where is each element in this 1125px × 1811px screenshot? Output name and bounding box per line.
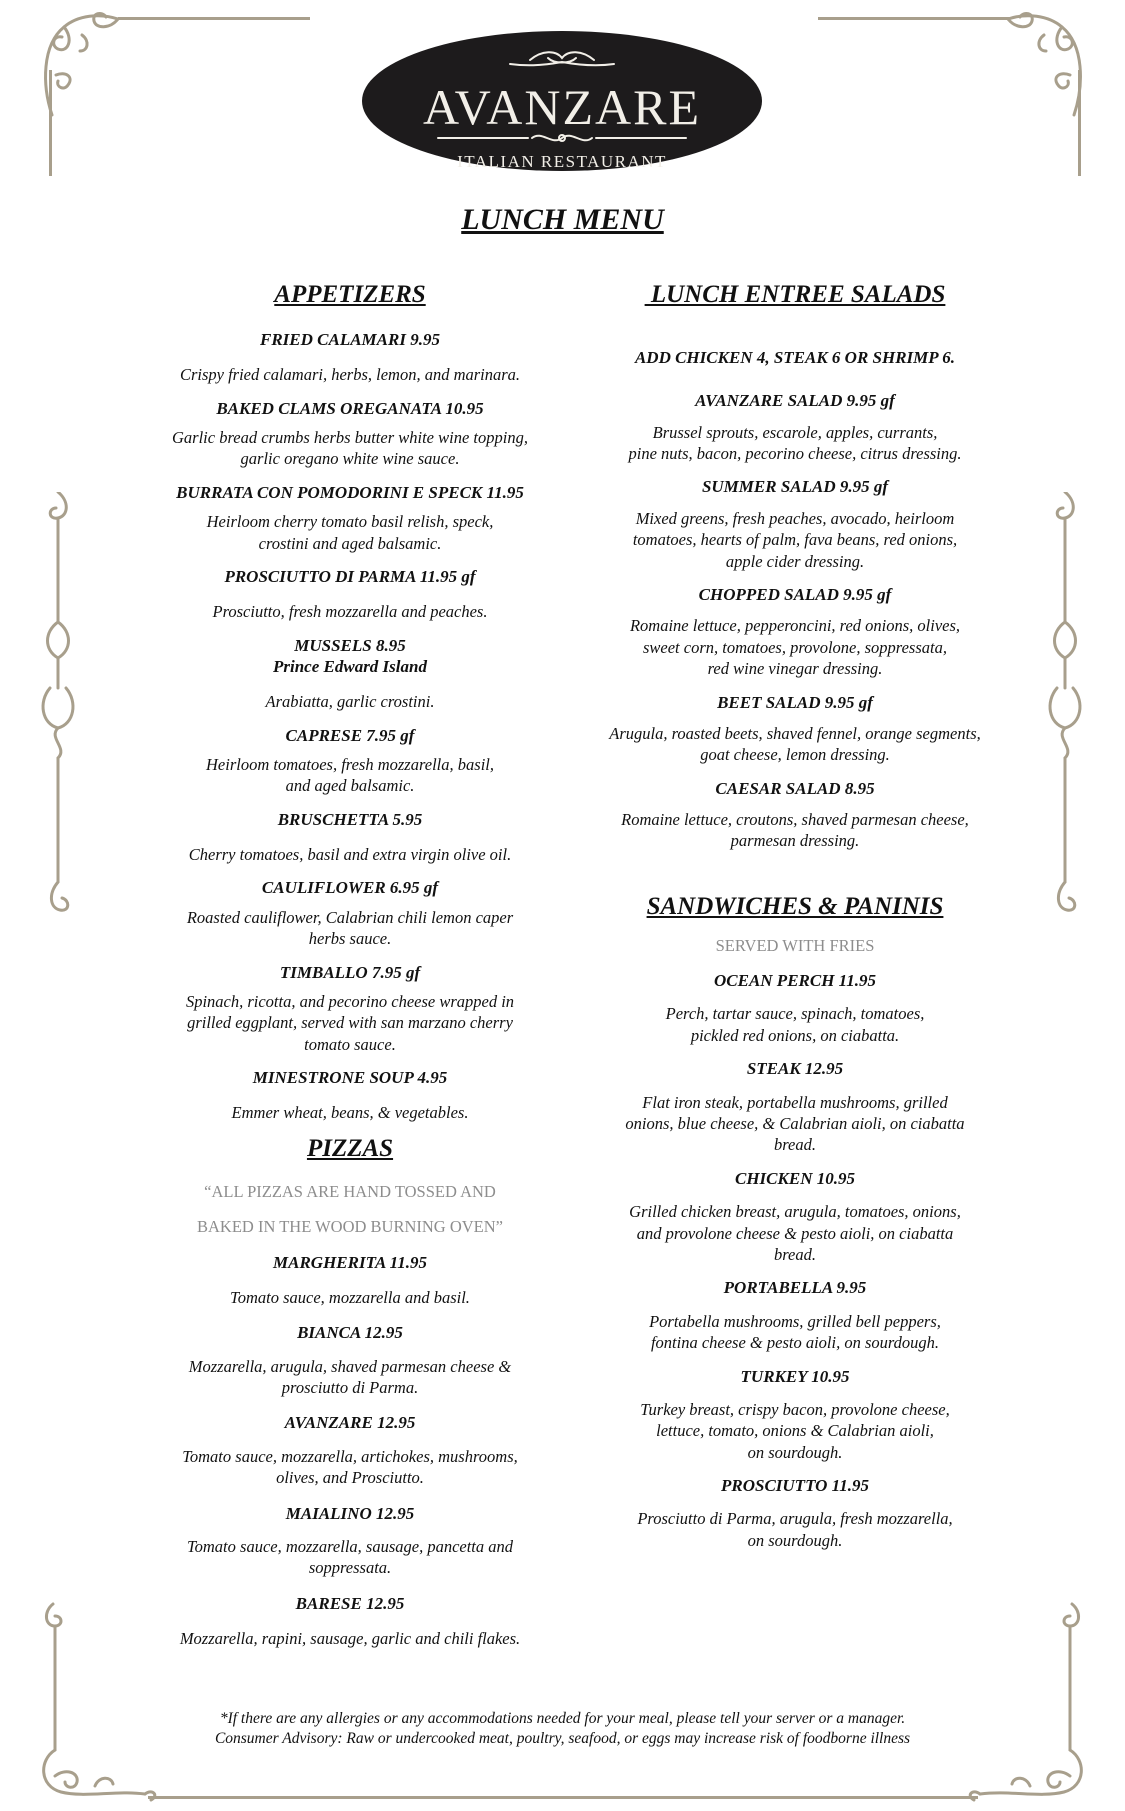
allergy-notice: *If there are any allergies or any accommodations needed for your meal, please tell your server or a manager. (219, 1710, 906, 1727)
menu-item-name: BEET SALAD 9.95 gf (717, 692, 873, 712)
salad-add-on-note: ADD CHICKEN 4, STEAK 6 OR SHRIMP 6. (634, 348, 956, 367)
menu-title: LUNCH MENU (461, 203, 664, 236)
menu-item-description: Spinach, ricotta, and pecorino cheese wrapped in grilled eggplant, served with san marzano cherry tomato sauce. (185, 991, 515, 1054)
menu-item-description: Roasted cauliflower, Calabrian chili lemon caper herbs sauce. (186, 907, 514, 949)
menu-item-name: SUMMER SALAD 9.95 gf (701, 477, 889, 497)
menu-item-description: Portabella mushrooms, grilled bell peppers, fontina cheese & pesto aioli, on sourdough. (649, 1311, 941, 1353)
menu-item-description: Romaine lettuce, pepperoncini, red onions, olives, sweet corn, tomatoes, provolone, soppressata, red wine vinegar dressing. (629, 616, 961, 679)
menu-item-description: Arabiatta, garlic crostini. (265, 692, 435, 712)
top-left-rule (118, 17, 310, 20)
menu-item-description: Tomato sauce, mozzarella and basil. (230, 1287, 470, 1307)
menu-item-description: Mixed greens, fresh peaches, avocado, heirloom tomatoes, hearts of palm, fava beans, red onions, apple cider dressing. (632, 508, 958, 571)
menu-item-description: Grilled chicken breast, arugula, tomatoes, onions, and provolone cheese & pesto aioli, on ciabatta bread. (629, 1202, 961, 1264)
menu-item-name: PROSCIUTTO DI PARMA 11.95 gf (224, 566, 476, 586)
menu-item-description: Emmer wheat, beans, & vegetables. (231, 1103, 469, 1123)
menu-item-name: TURKEY 10.95 (740, 1366, 850, 1386)
corner-flourish-bottom-right-icon (965, 1600, 1090, 1810)
appetizer-list (100, 329, 600, 1124)
menu-item-description: Turkey breast, crispy bacon, provolone cheese, lettuce, tomato, onions & Calabrian aioli, on sourdough. (640, 1399, 950, 1462)
pizza-note-line2: BAKED IN THE WOOD BURNING OVEN” (197, 1217, 503, 1237)
menu-item-name: TIMBALLO 7.95 gf (279, 962, 421, 982)
menu-item-description: Cherry tomatoes, basil and extra virgin olive oil. (188, 844, 512, 864)
menu-item-name: MAIALINO 12.95 (285, 1503, 415, 1523)
pizza-note-line1: “ALL PIZZAS ARE HAND TOSSED AND (204, 1181, 496, 1201)
restaurant-subtitle: ITALIAN RESTAURANT (457, 152, 667, 171)
menu-item-description: Mozzarella, rapini, sausage, garlic and chili flakes. (179, 1628, 521, 1648)
menu-item-origin: Prince Edward Island (273, 656, 427, 676)
menu-item-name: MINESTRONE SOUP 4.95 (252, 1068, 448, 1088)
menu-item-description: Perch, tartar sauce, spinach, tomatoes, pickled red onions, on ciabatta. (665, 1004, 925, 1045)
menu-item-name: MARGHERITA 11.95 (273, 1252, 427, 1272)
menu-item-description: Romaine lettuce, croutons, shaved parmesan cheese, parmesan dressing. (621, 809, 969, 851)
menu-item-name: BURRATA CON POMODORINI E SPECK 11.95 (176, 482, 524, 502)
right-side-scroll-icon (1045, 492, 1085, 912)
menu-item-description: Tomato sauce, mozzarella, artichokes, mushrooms, olives, and Prosciutto. (182, 1446, 518, 1488)
menu-item-name: BIANCA 12.95 (297, 1323, 403, 1343)
menu-item-description: Garlic bread crumbs herbs butter white wine topping, garlic oregano white wine sauce. (172, 427, 528, 469)
menu-item-name: STEAK 12.95 (746, 1059, 844, 1079)
menu-item-description: Tomato sauce, mozzarella, sausage, pancetta and soppressata. (186, 1536, 514, 1578)
menu-item-name: PROSCIUTTO 11.95 (721, 1476, 869, 1496)
corner-flourish-top-left-icon (38, 5, 138, 120)
menu-item-name: BAKED CLAMS OREGANATA 10.95 (216, 398, 484, 418)
restaurant-name: AVANZARE (422, 79, 702, 135)
menu-item-name: BRUSCHETTA 5.95 (277, 809, 423, 829)
appetizers-heading: APPETIZERS (274, 281, 426, 308)
sandwiches-heading: SANDWICHES & PANINIS (646, 892, 944, 920)
menu-item-name: AVANZARE SALAD 9.95 gf (695, 391, 895, 411)
menu-item-description: Brussel sprouts, escarole, apples, currants, pine nuts, bacon, pecorino cheese, citrus dressing. (628, 422, 962, 463)
menu-item-name: MUSSELS 8.95 (294, 635, 406, 655)
menu-item-name: CAESAR SALAD 8.95 (715, 778, 875, 798)
menu-item-name: FRIED CALAMARI 9.95 (260, 330, 440, 349)
menu-item-name: CHOPPED SALAD 9.95 gf (698, 584, 892, 604)
sandwich-list (560, 970, 1030, 1551)
menu-item-name: AVANZARE 12.95 (284, 1413, 416, 1433)
pizzas-heading: PIZZAS (306, 1134, 394, 1162)
left-side-scroll-icon (38, 492, 78, 912)
bottom-rule (148, 1796, 978, 1799)
pizza-list (100, 1252, 600, 1650)
consumer-advisory: Consumer Advisory: Raw or undercooked meat, poultry, seafood, or eggs may increase risk of foodborne illness (214, 1730, 911, 1748)
salads-heading: LUNCH ENTREE SALADS (644, 281, 946, 308)
salad-list (560, 390, 1030, 852)
menu-item-description: Flat iron steak, portabella mushrooms, grilled onions, blue cheese, & Calabrian aioli, on ciabatta bread. (625, 1092, 965, 1155)
menu-item-name: PORTABELLA 9.95 (723, 1278, 867, 1298)
right-column (560, 278, 1030, 1551)
menu-item-description: Prosciutto di Parma, arugula, fresh mozzarella, on sourdough. (637, 1509, 953, 1550)
menu-item-description: Crispy fried calamari, herbs, lemon, and marinara. (179, 365, 521, 385)
menu-item-name: OCEAN PERCH 11.95 (713, 971, 876, 991)
menu-item-name: BARESE 12.95 (295, 1593, 405, 1613)
menu-item-description: Heirloom cherry tomato basil relish, speck, crostini and aged balsamic. (206, 512, 494, 553)
menu-item-name: CAPRESE 7.95 gf (285, 725, 415, 745)
left-column (100, 278, 600, 1649)
restaurant-logo (360, 30, 764, 172)
menu-item-name: CHICKEN 10.95 (735, 1168, 855, 1188)
menu-item-description: Heirloom tomatoes, fresh mozzarella, basil, and aged balsamic. (206, 754, 494, 796)
sandwiches-note: SERVED WITH FRIES (715, 935, 875, 955)
footer-disclaimer (0, 1709, 1125, 1749)
menu-item-description: Prosciutto, fresh mozzarella and peaches. (212, 602, 488, 622)
menu-item-description: Mozzarella, arugula, shaved parmesan cheese & prosciutto di Parma. (188, 1356, 512, 1397)
menu-item-name: CAULIFLOWER 6.95 gf (261, 878, 439, 898)
menu-item-description: Arugula, roasted beets, shaved fennel, orange segments, goat cheese, lemon dressing. (609, 723, 981, 765)
top-right-rule (818, 17, 1010, 20)
corner-flourish-top-right-icon (988, 5, 1088, 120)
